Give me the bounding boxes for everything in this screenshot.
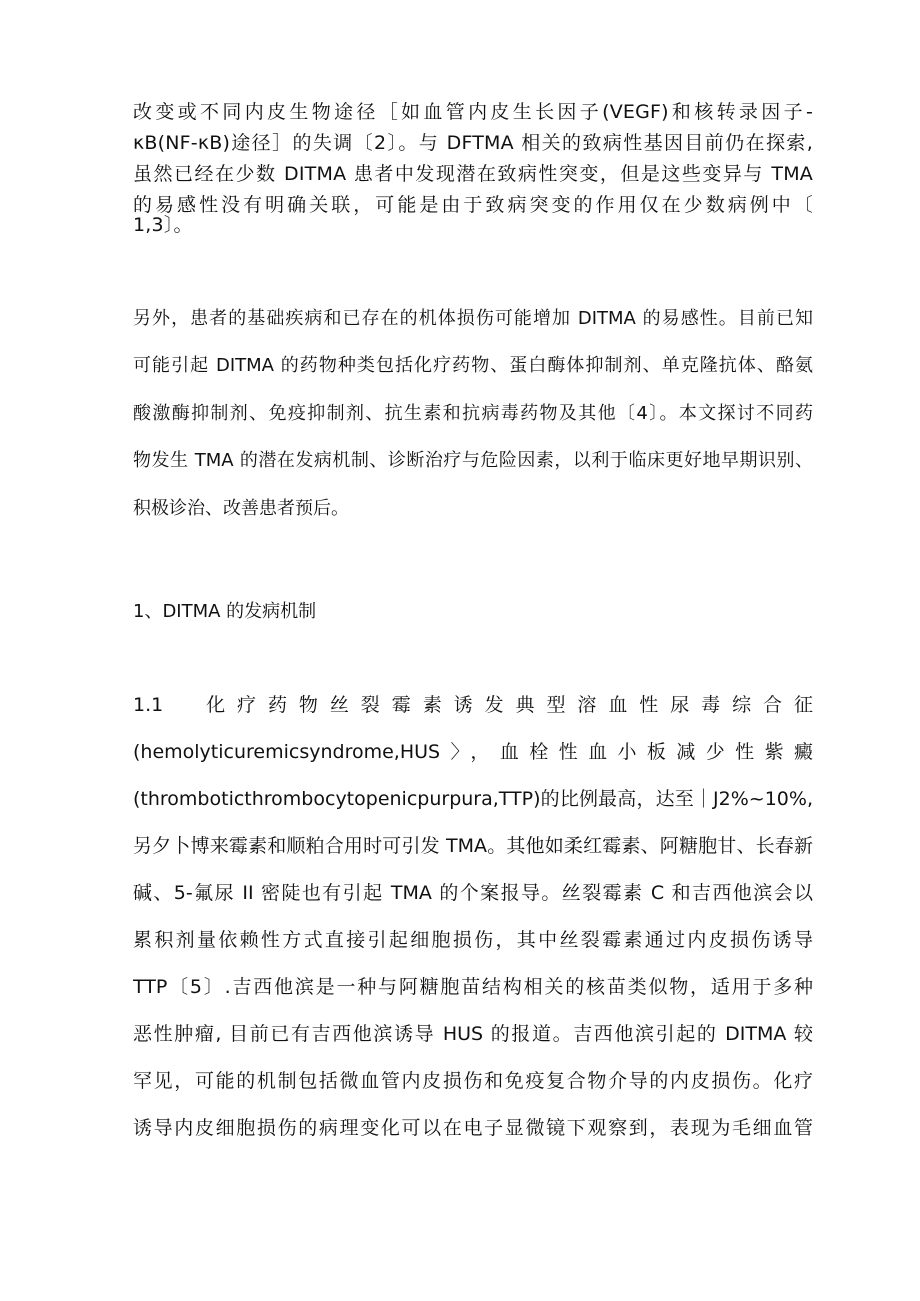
text-line: 恶性肿瘤, 目前已有吉西他滨诱导 HUS 的报道。吉西他滨引起的 DITMA 较 <box>133 1023 813 1045</box>
text-line: 物发生 TMA 的潜在发病机制、诊断治疗与危险因素，以利于临床更好地早期识别、 <box>133 450 813 471</box>
text-line: 累积剂量依赖性方式直接引起细胞损伤，其中丝裂霉素通过内皮损伤诱导 <box>133 929 813 951</box>
text-line: 酸激酶抑制剂、免疫抑制剂、抗生素和抗病毒药物及其他〔4〕。本文探讨不同药 <box>133 403 813 424</box>
text-line: 1.1 化疗药物丝裂霉素诱发典型溶血性尿毒综合征 <box>133 694 813 716</box>
text-line: TTP〔5〕.吉西他滨是一种与阿糖胞苗结构相关的核苗类似物，适用于多种 <box>133 976 813 998</box>
text-line: (thromboticthrombocytopenicpurpura,TTP)的比例最高，达至｜J2%~10%, <box>133 788 813 810</box>
text-line: 改变或不同内皮生物途径［如血管内皮生长因子(VEGF)和核转录因子- <box>133 101 813 123</box>
text-line: 的易感性没有明确关联，可能是由于致病突变的作用仅在少数病例中〔 <box>133 194 813 216</box>
text-line: 虽然已经在少数 DITMA 患者中发现潜在致病性突变，但是这些变异与 TMA <box>133 163 813 185</box>
text-line: 另夕卜博来霉素和顺粕合用时可引发 TMA。其他如柔红霉素、阿糖胞甘、长春新 <box>133 835 813 857</box>
text-line: 1,3〕。 <box>133 214 193 236</box>
text-line: 诱导内皮细胞损伤的病理变化可以在电子显微镜下观察到，表现为毛细血管 <box>133 1117 813 1139</box>
text-line: 罕见，可能的机制包括微血管内皮损伤和免疫复合物介导的内皮损伤。化疗 <box>133 1070 813 1092</box>
section-heading: 1、DITMA 的发病机制 <box>133 601 317 622</box>
text-line: 可能引起 DITMA 的药物种类包括化疗药物、蛋白酶体抑制剂、单克隆抗体、酪氨 <box>133 355 813 376</box>
text-line: 碱、5-氟尿 II 密陡也有引起 TMA 的个案报导。丝裂霉素 C 和吉西他滨会以 <box>133 882 813 904</box>
text-line: κB(NF-κB)途径］的失调〔2〕。与 DFTMA 相关的致病性基因目前仍在探索, <box>133 132 813 154</box>
text-line: (hemolyticuremicsyndrome,HUS〉，血栓性血小板减少性紫癜 <box>133 741 813 763</box>
text-line: 另外，患者的基础疾病和已存在的机体损伤可能增加 DITMA 的易感性。目前已知 <box>133 308 813 329</box>
text-line: 积极诊治、改善患者预后。 <box>133 498 349 519</box>
